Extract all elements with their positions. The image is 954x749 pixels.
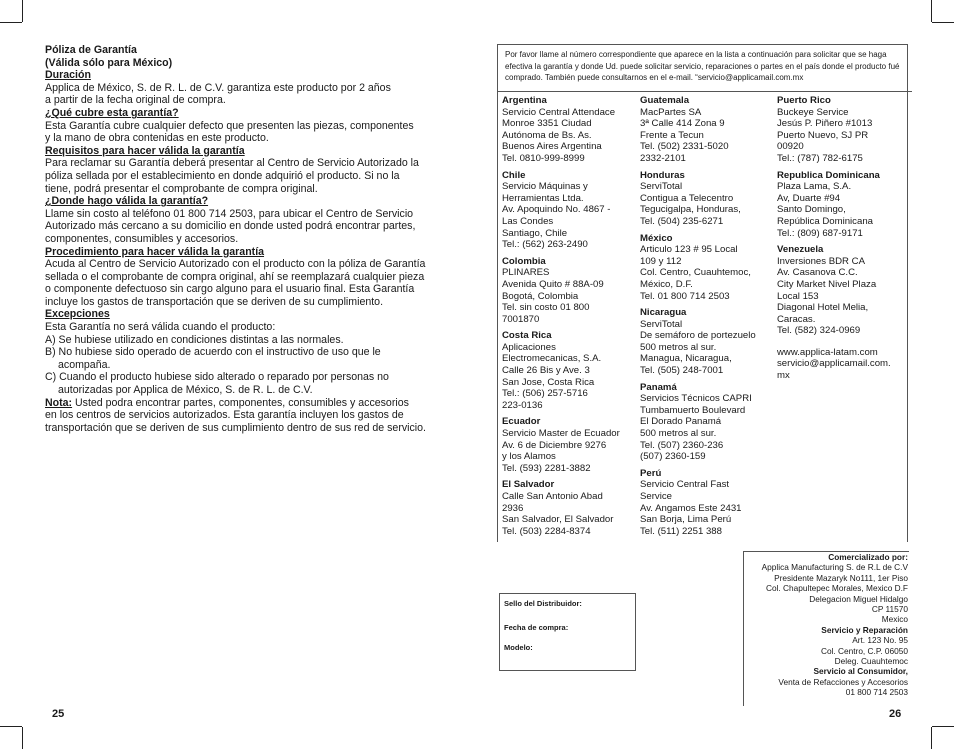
service-center-entry: [502, 479, 636, 537]
text-line: incluye los gastos de transportación que se deriven de su cumplimiento.: [45, 295, 384, 308]
address-line: Presidente Mazaryk No111, 1er Piso: [774, 572, 908, 583]
address-line: Venta de Refacciones y Accesorios: [778, 676, 908, 687]
service-center-details: Servicio Central Fast Service Av. Angamos Este 2431 San Borja, Lima Perú Tel. (511) 2251 388: [640, 479, 742, 537]
address-line: Delegacion Miguel Hidalgo: [809, 593, 908, 604]
service-center-details: Servicios Técnicos CAPRI Tumbamuerto Boulevard El Dorado Panamá 500 metros al sur. Tel. (507) 2360-236 (507) 2360-159: [640, 393, 752, 463]
service-center-entry: [502, 330, 636, 411]
text-line: sellada o el comprobante de compra original, ahí se reemplazará cualquier pieza: [45, 270, 425, 283]
address-line: Art. 123 No. 95: [852, 635, 908, 646]
address-line: Applica Manufacturing S. de R.L de C.V: [761, 562, 908, 573]
crop-mark: [0, 22, 22, 23]
country-name: Perú: [640, 467, 662, 479]
warranty-policy: [45, 44, 460, 434]
country-name: Ecuador: [502, 416, 541, 428]
purchase-date-label: Fecha de compra:: [504, 623, 569, 632]
text-line: o componente defectuoso sin cargo alguno para el usuario final. Esta Garantía: [45, 283, 415, 296]
crop-mark: [932, 22, 954, 23]
service-center-entry: [640, 233, 774, 303]
crop-mark: [22, 0, 23, 22]
text-line: tiene, podrá presentar el comprobante de compra original.: [45, 182, 318, 195]
address-line: Col. Chapultepec Morales, Mexico D.F: [765, 583, 908, 594]
service-center-details: www.applica-latam.com servicio@applicamail.com. mx: [777, 346, 891, 382]
policy-subtitle: (Válida sólo para México): [45, 56, 173, 69]
crop-mark: [931, 727, 932, 749]
service-center-details: ServiTotal Contigua a Telecentro Tegucigalpa, Honduras, Tel. (504) 235-6271: [640, 181, 741, 227]
cubre-heading: ¿Qué cubre esta garantía?: [45, 106, 179, 119]
policy-title: Póliza de Garantía: [45, 44, 137, 56]
service-center-entry: [640, 170, 774, 228]
text-line: componentes, consumibles y accesorios.: [45, 232, 239, 245]
model-label: Modelo:: [504, 643, 533, 652]
address-line: Deleg. Cuauhtemoc: [834, 656, 908, 667]
donde-heading: ¿Donde hago válida la garantía?: [45, 195, 209, 208]
crop-mark: [0, 726, 22, 727]
page-number: 26: [889, 708, 902, 720]
service-center-entry: [640, 307, 774, 377]
service-center-entry: [640, 95, 774, 165]
text-line: a partir de la fecha original de compra.: [45, 94, 226, 107]
service-center-details: Aplicaciones Electromecanicas, S.A. Calle 26 Bis y Ave. 3 San Jose, Costa Rica Tel.: (506) 257-5716 223-0136: [502, 341, 602, 411]
country-name: Republica Dominicana: [777, 169, 880, 181]
distributor-stamp-label: Sello del Distribuidor:: [504, 599, 582, 608]
service-center-details: Inversiones BDR CA Av. Casanova C.C. City Market Nivel Plaza Local 153 Diagonal Hotel Melia, Caracas. Tel. (582) 324-0969: [777, 255, 877, 337]
text-line: Para reclamar su Garantía deberá presentar al Centro de Servicio Autorizado la: [45, 157, 419, 170]
service-center-entry: [777, 244, 907, 337]
service-center-details: Servicio Master de Ecuador Av. 6 de Diciembre 9276 y los Alamos Tel. (593) 2281-3882: [502, 428, 620, 474]
service-center-details: ServiTotal De semáforo de portezuelo 500 metros al sur. Managua, Nicaragua, Tel. (505) 248-7001: [640, 318, 756, 377]
text-line: y la mano de obra contenidas en este producto.: [45, 132, 269, 145]
text-line: transportación que se deriven de sus cumplimiento dentro de sus red de servicio.: [45, 421, 426, 434]
service-center-entry: [777, 95, 907, 165]
country-name: El Salvador: [502, 479, 555, 491]
nota-paragraph: [45, 397, 460, 410]
page-number: 25: [52, 708, 65, 720]
country-name: Argentina: [502, 95, 547, 106]
country-name: Venezuela: [777, 244, 824, 256]
text-line: Usted podra encontrar partes, componentes, consumibles y accesorios: [72, 396, 409, 409]
text-line: Llame sin costo al teléfono 01 800 714 2503, para ubicar el Centro de Servicio: [45, 207, 414, 220]
service-center-details: Buckeye Service Jesús P. Piñero #1013 Puerto Nuevo, SJ PR 00920 Tel.: (787) 782-6175: [777, 106, 873, 164]
service-centers-box: [497, 44, 908, 542]
phone-line: 01 800 714 2503: [845, 687, 908, 698]
service-center-entry: [502, 256, 636, 326]
service-center-entry: [502, 170, 636, 251]
exception-item: B) No hubiese sido operado de acuerdo con el instructivo de uso que le acompaña.: [45, 346, 381, 371]
service-column-1: [502, 95, 636, 542]
distributor-stamp-box: [499, 593, 636, 671]
service-column-3: [777, 95, 907, 387]
service-center-entry: [502, 416, 636, 474]
service-column-2: [640, 95, 774, 542]
crop-mark: [22, 727, 23, 749]
marketed-by-heading: Comercializado por:: [828, 552, 908, 562]
service-center-entry: [777, 347, 907, 382]
exception-item: C) Cuando el producto hubiese sido alterado o reparado por personas no autorizadas por Applica de México, S. de R. L. de C.V.: [45, 371, 389, 397]
text-line: Esta Garantía no será válida cuando el producto:: [45, 321, 276, 334]
text-line: en los centros de servicios autorizados. Esta garantía incluyen los gastos de: [45, 409, 404, 422]
address-line: CP 11570: [871, 604, 908, 615]
country-name: Guatemala: [640, 95, 690, 106]
country-name: Honduras: [640, 169, 685, 181]
service-center-details: PLINARES Avenida Quito # 88A-09 Bogotá, Colombia Tel. sin costo 01 800 7001870: [502, 267, 604, 325]
procedimiento-heading: Procedimiento para hacer válida la garantía: [45, 245, 265, 258]
country-name: Nicaragua: [640, 307, 687, 319]
service-center-entry: [502, 95, 636, 165]
duracion-heading: Duración: [45, 69, 91, 82]
service-center-details: Plaza Lama, S.A. Av, Duarte #94 Santo Domingo, República Dominicana Tel.: (809) 687-9171: [777, 181, 873, 239]
service-center-details: Calle San Antonio Abad 2936 San Salvador, El Salvador Tel. (503) 2284-8374: [502, 491, 614, 537]
service-center-details: Articulo 123 # 95 Local 109 y 112 Col. Centro, Cuauhtemoc, México, D.F. Tel. 01 800 714 2503: [640, 244, 751, 302]
country-name: Colombia: [502, 255, 546, 267]
service-center-details: MacPartes SA 3ª Calle 414 Zona 9 Frente a Tecun Tel. (502) 2331-5020 2332-2101: [640, 106, 729, 164]
text-line: Esta Garantía cubre cualquier defecto que presenten las piezas, componentes: [45, 119, 414, 132]
service-center-details: Servicio Máquinas y Herramientas Ltda. Av. Apoquindo No. 4867 - Las Condes Santiago, Chile Tel.: (562) 263-2490: [502, 181, 611, 251]
country-name: Chile: [502, 169, 526, 181]
service-center-entry: [640, 382, 774, 463]
text-line: Autorizado más cercano a su domicilio en donde usted podrá encontrar partes,: [45, 220, 416, 233]
crop-mark: [931, 0, 932, 22]
address-line: Col. Centro, C.P. 06050: [820, 645, 908, 656]
service-repair-heading: Servicio y Reparación: [821, 624, 908, 635]
service-center-entry: [777, 170, 907, 240]
nota-label: Nota:: [45, 396, 73, 409]
address-line: Mexico: [881, 614, 908, 625]
requisitos-heading: Requisitos para hacer válida la garantía: [45, 144, 245, 157]
service-intro: Por favor llame al número correspondiente que aparece en la lista a continuación para solicitar que se haga efectiva la garantía y donde Ud. puede solicitar servicio, reparaciones o partes en el país donde el producto fué comprado. También puede consultarnos en el e-mail. “servicio@applicamail.com.mx: [505, 50, 900, 82]
crop-mark: [932, 726, 954, 727]
service-center-entry: [640, 468, 774, 538]
country-name: México: [640, 232, 673, 244]
consumer-service-heading: Servicio al Consumidor,: [813, 666, 908, 677]
country-name: Puerto Rico: [777, 95, 831, 106]
excepciones-heading: Excepciones: [45, 308, 110, 321]
text-line: Acuda al Centro de Servicio Autorizado con el producto con la póliza de Garantía: [45, 258, 426, 271]
text-line: Applica de México, S. de R. L. de C.V. garantiza este producto por 2 años: [45, 81, 391, 94]
text-line: póliza sellada por el establecimiento en donde adquirió el producto. Si no la: [45, 169, 400, 182]
country-name: Panamá: [640, 381, 677, 393]
marketed-by-box: [743, 551, 909, 706]
exception-item: A) Se hubiese utilizado en condiciones distintas a las normales.: [45, 333, 344, 346]
divider: [498, 91, 912, 92]
country-name: Costa Rica: [502, 330, 552, 342]
service-center-details: Servicio Central Attendace Monroe 3351 Ciudad Autónoma de Bs. As. Buenos Aires Argentina Tel. 0810-999-8999: [502, 106, 616, 164]
